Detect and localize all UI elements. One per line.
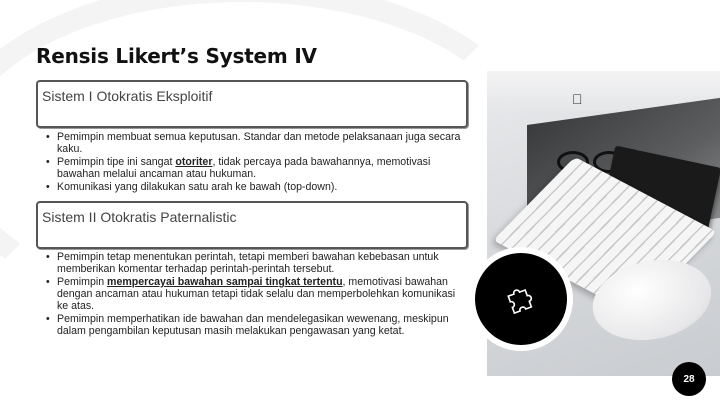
puzzle-badge [475, 253, 567, 345]
bullet-text-pre: Pemimpin [57, 276, 108, 288]
section-1-bullet-list [44, 131, 464, 201]
puzzle-icon [504, 282, 538, 316]
section-1-heading: Sistem I Otokratis Eksploitif [42, 88, 213, 104]
list-item [44, 251, 464, 275]
section-1-heading-box [36, 80, 468, 128]
slide-title: Rensis Likert’s System IV [36, 44, 317, 68]
highlighted-term: mempercayai bawahan sampai tingkat tertentu [107, 276, 343, 288]
section-2-heading: Sistem II Otokratis Paternalistic [42, 209, 237, 225]
bullet-text-post: , memotivasi bawahan dengan ancaman atau hukuman tetapi tidak selalu dan memperbolehkan komunikasi ke atas. [57, 276, 456, 312]
page-number: 28 [672, 362, 706, 396]
section-2-heading-box [36, 201, 468, 249]
highlighted-term: otoriter [175, 156, 213, 168]
bullet-text: Pemimpin membuat semua keputusan. Standar dan metode pelaksanaan juga secara kaku. [57, 131, 461, 155]
section-2-bullet-list [44, 251, 464, 338]
bullet-text-pre: Pemimpin tipe ini sangat [57, 156, 176, 168]
apple-logo-icon [572, 91, 583, 107]
list-item [44, 276, 464, 312]
bullet-text: Pemimpin tetap menentukan perintah, tetapi memberi bawahan kebebasan untuk memberikan komentar terhadap perintah-perintah tersebut. [57, 251, 439, 275]
bullet-text: Pemimpin memperhatikan ide bawahan dan mendelegasikan wewenang, meskipun dalam pengambilan keputusan masih melakukan pengawasan yang ketat. [57, 313, 449, 337]
bullet-text: Komunikasi yang dilakukan satu arah ke bawah (top-down). [57, 181, 338, 193]
list-item [44, 313, 464, 337]
bullet-text-post: , tidak percaya pada bawahannya, memotivasi bawahan melalui ancaman atau hukuman. [57, 156, 431, 180]
list-item [44, 131, 464, 155]
list-item [44, 181, 464, 193]
list-item [44, 156, 464, 180]
